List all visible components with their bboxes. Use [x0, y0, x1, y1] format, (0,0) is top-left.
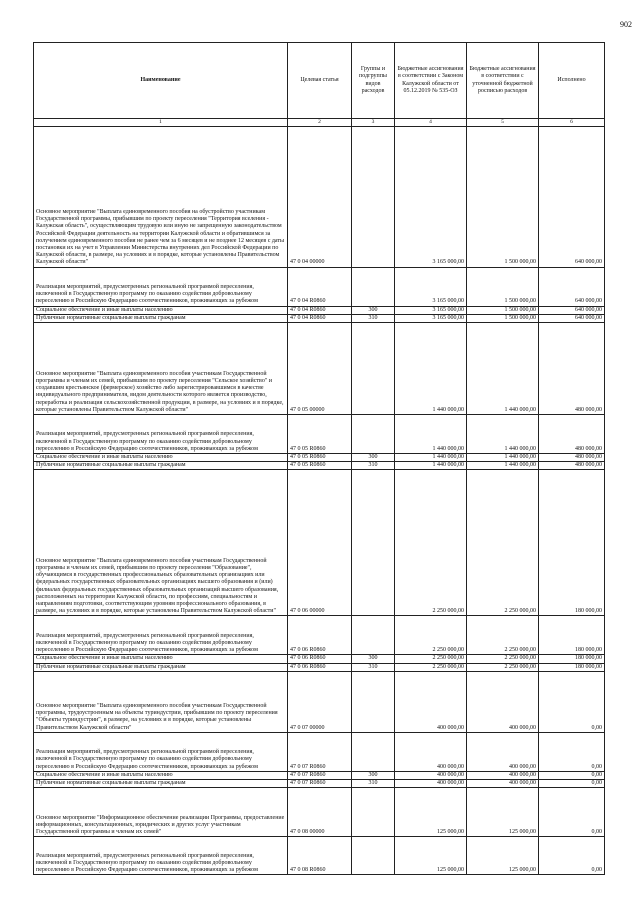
row-code: 47 0 07 R0860 [288, 779, 352, 787]
row-code: 47 0 06 00000 [288, 470, 352, 616]
row-executed: 480 000,00 [539, 414, 605, 453]
row-name: Основное мероприятие "Информационное обеспечение реализации Программы, предоставление информационных, консультационных, юридических и других услуг участникам Государственной программы и членам их семей" [34, 788, 288, 837]
row-group: 300 [352, 306, 395, 314]
row-law: 125 000,00 [395, 837, 467, 875]
row-name: Основное мероприятие "Выплата единовременного пособия участникам Государственной программы и членам их семей, прибывшим по проекту переселения "Сельское хозяйство" и создавшим крестьянское (фермерское) хозяйство либо зарегистрировавшимся в качестве индивидуального предпринимателя, видом деятельности которого является производство, переработка и реализация сельскохозяйственной продукции, в размере, на условиях и в порядке, которые установлены Правительством Калужской области" [34, 322, 288, 414]
table-row [34, 788, 605, 837]
row-law: 2 250 000,00 [395, 470, 467, 616]
row-group [352, 267, 395, 306]
row-executed: 640 000,00 [539, 314, 605, 322]
row-law: 400 000,00 [395, 771, 467, 779]
row-refined: 1 440 000,00 [467, 414, 539, 453]
table-row [34, 732, 605, 771]
row-group [352, 732, 395, 771]
row-refined: 1 440 000,00 [467, 462, 539, 470]
row-refined: 400 000,00 [467, 771, 539, 779]
row-refined: 400 000,00 [467, 732, 539, 771]
row-name: Социальное обеспечение и иные выплаты населению [34, 453, 288, 461]
row-law: 3 165 000,00 [395, 267, 467, 306]
table-row [34, 306, 605, 314]
row-code: 47 0 08 00000 [288, 788, 352, 837]
row-group [352, 671, 395, 732]
budget-table [33, 42, 605, 875]
header-name: Наименование [34, 43, 288, 119]
row-refined: 400 000,00 [467, 671, 539, 732]
row-executed: 0,00 [539, 779, 605, 787]
row-law: 1 440 000,00 [395, 453, 467, 461]
row-name: Социальное обеспечение и иные выплаты населению [34, 306, 288, 314]
row-executed: 180 000,00 [539, 663, 605, 671]
row-name: Публичные нормативные социальные выплаты гражданам [34, 462, 288, 470]
row-code: 47 0 05 R0860 [288, 453, 352, 461]
row-refined: 2 250 000,00 [467, 616, 539, 655]
row-refined: 2 250 000,00 [467, 663, 539, 671]
row-law: 400 000,00 [395, 732, 467, 771]
row-group: 300 [352, 655, 395, 663]
row-group: 300 [352, 771, 395, 779]
row-law: 1 440 000,00 [395, 462, 467, 470]
row-refined: 125 000,00 [467, 788, 539, 837]
col-number: 5 [467, 119, 539, 127]
row-name: Реализация мероприятий, предусмотренных региональной программой переселения, включенной в Государственную программу по оказанию содействия добровольному переселению в Российскую Федерацию соотечественников, проживающих за рубежом [34, 616, 288, 655]
row-law: 2 250 000,00 [395, 655, 467, 663]
header-target: Целевая статья [288, 43, 352, 119]
row-refined: 1 500 000,00 [467, 126, 539, 267]
row-group [352, 414, 395, 453]
row-name: Публичные нормативные социальные выплаты гражданам [34, 663, 288, 671]
table-row [34, 771, 605, 779]
row-refined: 2 250 000,00 [467, 655, 539, 663]
col-number: 1 [34, 119, 288, 127]
row-group [352, 126, 395, 267]
row-name: Основное мероприятие "Выплата единовременного пособия на обустройство участникам Государственной программы, прибывшим по проекту переселения "Территория вселения - Калужская область", осуществляющим трудовую или иную не запрещенную законодательством Российской Федерации деятельность на территории Калужской области и обратившимся за получением единовременного пособия не ранее чем за 6 месяцев и не позднее 12 месяцев с даты постановки их на учет в Управлении Министерства внутренних дел Российской Федерации по Калужской области, в размере, на условиях и в порядке, которые установлены Правительством Калужской области" [34, 126, 288, 267]
row-code: 47 0 05 R0860 [288, 414, 352, 453]
table-row [34, 314, 605, 322]
row-code: 47 0 06 R0860 [288, 655, 352, 663]
col-number: 2 [288, 119, 352, 127]
row-code: 47 0 04 R0860 [288, 267, 352, 306]
row-group: 310 [352, 314, 395, 322]
row-law: 400 000,00 [395, 671, 467, 732]
row-executed: 0,00 [539, 788, 605, 837]
row-refined: 400 000,00 [467, 779, 539, 787]
row-executed: 640 000,00 [539, 267, 605, 306]
row-law: 2 250 000,00 [395, 663, 467, 671]
table-row [34, 267, 605, 306]
row-law: 125 000,00 [395, 788, 467, 837]
row-refined: 1 440 000,00 [467, 453, 539, 461]
table-row [34, 414, 605, 453]
col-number: 6 [539, 119, 605, 127]
row-name: Реализация мероприятий, предусмотренных региональной программой переселения, включенной в Государственную программу по оказанию содействия добровольному переселению в Российскую Федерацию соотечественников, проживающих за рубежом [34, 837, 288, 875]
row-refined: 1 500 000,00 [467, 306, 539, 314]
table-row [34, 779, 605, 787]
row-group [352, 788, 395, 837]
row-code: 47 0 04 00000 [288, 126, 352, 267]
row-executed: 480 000,00 [539, 462, 605, 470]
col-number: 4 [395, 119, 467, 127]
row-group: 310 [352, 663, 395, 671]
table-row [34, 663, 605, 671]
row-code: 47 0 06 R0860 [288, 663, 352, 671]
row-name: Реализация мероприятий, предусмотренных региональной программой переселения, включенной в Государственную программу по оказанию содействия добровольному переселению в Российскую Федерацию соотечественников, проживающих за рубежом [34, 414, 288, 453]
row-executed: 480 000,00 [539, 322, 605, 414]
row-group: 310 [352, 462, 395, 470]
row-executed: 0,00 [539, 837, 605, 875]
table-row [34, 126, 605, 267]
table-row [34, 470, 605, 616]
table-row [34, 322, 605, 414]
row-group [352, 470, 395, 616]
table-row [34, 837, 605, 875]
row-name: Реализация мероприятий, предусмотренных региональной программой переселения, включенной в Государственную программу по оказанию содействия добровольному переселению в Российскую Федерацию соотечественников, проживающих за рубежом [34, 267, 288, 306]
row-refined: 1 500 000,00 [467, 314, 539, 322]
header-groups: Группы и подгруппы видов расходов [352, 43, 395, 119]
row-code: 47 0 06 R0860 [288, 616, 352, 655]
row-name: Основное мероприятие "Выплата единовременного пособия участникам Государственной программы и членам их семей, прибывшим по проекту переселения "Образование", обучающимся в государственных профессиональных образовательных организациях или федеральных государственных образовательных организациях высшего образования и (или) филиалах федеральных государственных образовательных организаций высшего образования, расположенных на территории Калужской области, по профессиям, специальностям и направлениям подготовки, соответствующим уровням профессионального образования, в размере, на условиях и в порядке, которые установлены Правительством Калужской области" [34, 470, 288, 616]
row-executed: 640 000,00 [539, 126, 605, 267]
table-row [34, 655, 605, 663]
header-refined: Бюджетные ассигнования в соответствии с уточненной бюджетной росписью расходов [467, 43, 539, 119]
row-code: 47 0 08 R0860 [288, 837, 352, 875]
row-code: 47 0 07 00000 [288, 671, 352, 732]
table-row [34, 616, 605, 655]
table-row [34, 453, 605, 461]
row-executed: 180 000,00 [539, 616, 605, 655]
row-law: 1 440 000,00 [395, 322, 467, 414]
row-group: 310 [352, 779, 395, 787]
row-law: 3 165 000,00 [395, 126, 467, 267]
row-name: Социальное обеспечение и иные выплаты населению [34, 771, 288, 779]
row-code: 47 0 04 R0860 [288, 306, 352, 314]
row-group [352, 322, 395, 414]
col-number: 3 [352, 119, 395, 127]
row-executed: 0,00 [539, 732, 605, 771]
row-group [352, 616, 395, 655]
row-executed: 480 000,00 [539, 453, 605, 461]
header-row [34, 43, 605, 119]
row-executed: 180 000,00 [539, 655, 605, 663]
row-executed: 0,00 [539, 771, 605, 779]
row-refined: 2 250 000,00 [467, 470, 539, 616]
row-law: 2 250 000,00 [395, 616, 467, 655]
row-name: Основное мероприятие "Выплата единовременного пособия участникам Государственной программы, трудоустроенным на объекты туриндустрии, прибывшим по проекту переселения "Объекты туриндустрии", в размере, на условиях и в порядке, которые установлены Правительством Калужской области" [34, 671, 288, 732]
row-law: 1 440 000,00 [395, 414, 467, 453]
row-name: Социальное обеспечение и иные выплаты населению [34, 655, 288, 663]
row-executed: 640 000,00 [539, 306, 605, 314]
row-law: 3 165 000,00 [395, 314, 467, 322]
row-code: 47 0 05 R0860 [288, 462, 352, 470]
table-row [34, 671, 605, 732]
row-executed: 180 000,00 [539, 470, 605, 616]
row-code: 47 0 04 R0860 [288, 314, 352, 322]
row-law: 3 165 000,00 [395, 306, 467, 314]
row-name: Публичные нормативные социальные выплаты гражданам [34, 314, 288, 322]
row-refined: 125 000,00 [467, 837, 539, 875]
row-group: 300 [352, 453, 395, 461]
row-refined: 1 440 000,00 [467, 322, 539, 414]
row-refined: 1 500 000,00 [467, 267, 539, 306]
row-name: Публичные нормативные социальные выплаты гражданам [34, 779, 288, 787]
page-number: 902 [620, 20, 632, 29]
column-number-row [34, 119, 605, 127]
row-code: 47 0 07 R0860 [288, 732, 352, 771]
row-group [352, 837, 395, 875]
row-executed: 0,00 [539, 671, 605, 732]
row-code: 47 0 07 R0860 [288, 771, 352, 779]
header-executed: Исполнено [539, 43, 605, 119]
row-code: 47 0 05 00000 [288, 322, 352, 414]
header-law: Бюджетные ассигнования в соответствии с Законом Калужской области от 05.12.2019 № 535-ОЗ [395, 43, 467, 119]
table-row [34, 462, 605, 470]
row-name: Реализация мероприятий, предусмотренных региональной программой переселения, включенной в Государственную программу по оказанию содействия добровольному переселению в Российскую Федерацию соотечественников, проживающих за рубежом [34, 732, 288, 771]
row-law: 400 000,00 [395, 779, 467, 787]
